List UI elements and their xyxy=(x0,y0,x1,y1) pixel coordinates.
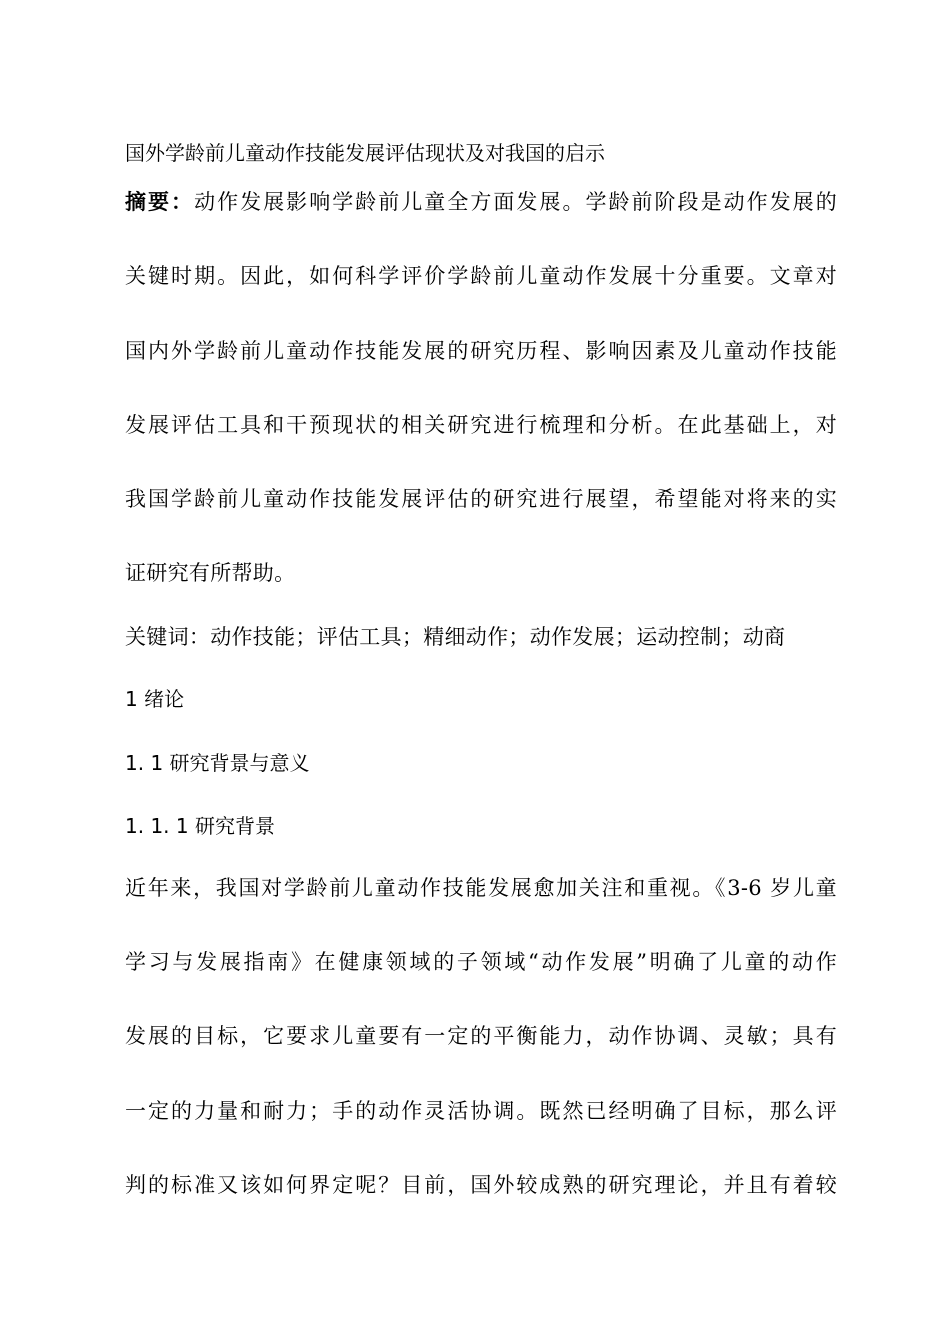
abstract-line-1 xyxy=(125,187,837,217)
body-line-1: 近年来，我国对学龄前儿童动作技能发展愈加关注和重视。《3-6 岁儿童 xyxy=(125,876,837,900)
abstract-line-2: 关键时期。因此，如何科学评价学龄前儿童动作发展十分重要。文章对 xyxy=(125,264,837,288)
body-line-4: 一定的力量和耐力；手的动作灵活协调。既然已经明确了目标，那么评 xyxy=(125,1099,837,1123)
section-heading-1-1-1: 1. 1. 1 研究背景 xyxy=(125,814,275,838)
document-title: 国外学龄前儿童动作技能发展评估现状及对我国的启示 xyxy=(125,141,605,165)
abstract-line-5: 我国学龄前儿童动作技能发展评估的研究进行展望，希望能对将来的实 xyxy=(125,487,837,511)
keywords-label: 关键词： xyxy=(125,625,211,649)
abstract-label: 摘要： xyxy=(125,190,195,214)
body-line-2: 学习与发展指南》在健康领域的子领域“动作发展”明确了儿童的动作 xyxy=(125,950,837,974)
abstract-line-6: 证研究有所帮助。 xyxy=(125,561,296,585)
section-heading-1-1: 1. 1 研究背景与意义 xyxy=(125,751,310,775)
abstract-text-1: 动作发展影响学龄前儿童全方面发展。学龄前阶段是动作发展的 xyxy=(194,190,837,214)
body-line-3: 发展的目标，它要求儿童要有一定的平衡能力，动作协调、灵敏；具有 xyxy=(125,1024,837,1048)
body-line-5: 判的标准又该如何界定呢？目前，国外较成熟的研究理论，并且有着较 xyxy=(125,1173,837,1197)
abstract-line-3: 国内外学龄前儿童动作技能发展的研究历程、影响因素及儿童动作技能 xyxy=(125,339,837,363)
section-heading-1: 1 绪论 xyxy=(125,687,185,711)
keywords-line xyxy=(125,622,825,652)
keywords-text: 动作技能；评估工具；精细动作；动作发展；运动控制；动商 xyxy=(210,625,786,649)
abstract-line-4: 发展评估工具和干预现状的相关研究进行梳理和分析。在此基础上，对 xyxy=(125,413,837,437)
